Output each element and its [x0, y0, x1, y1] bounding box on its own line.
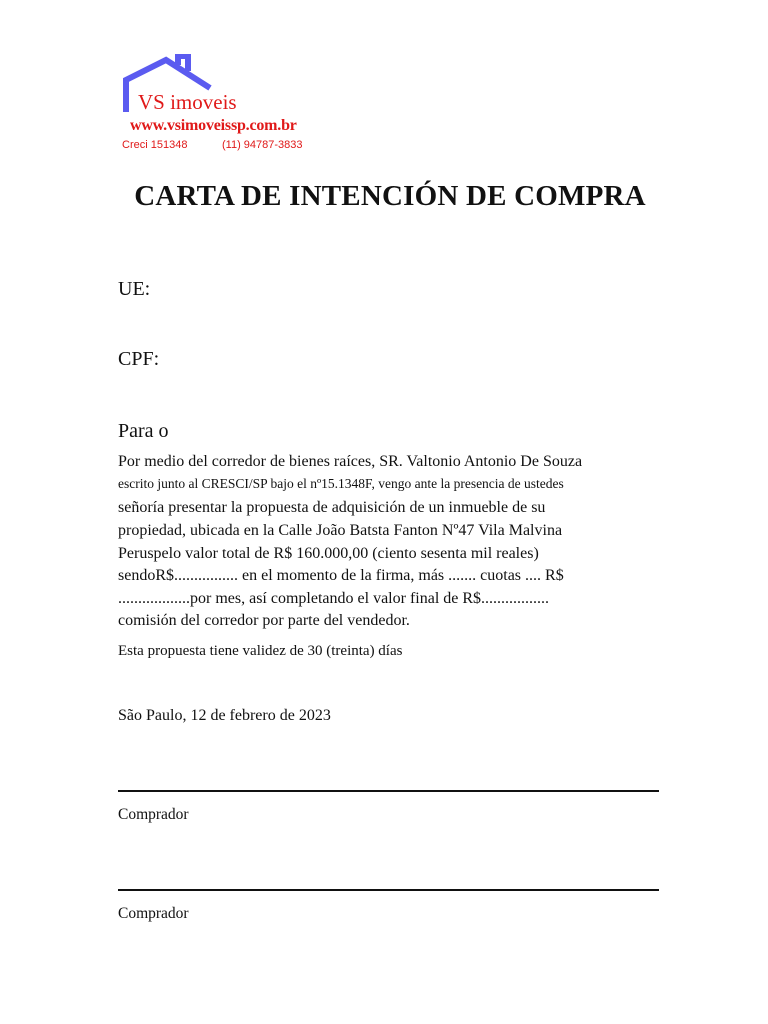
body-line: sendoR$................ en el momento de la firma, más ....... cuotas .... R$: [118, 567, 564, 584]
body-line: Peruspelo valor total de R$ 160.000,00 (ciento sesenta mil reales): [118, 545, 539, 562]
body-line: señoría presentar la propuesta de adquisición de un inmueble de su: [118, 499, 546, 516]
signature-line: [118, 889, 659, 891]
body-line: propiedad, ubicada en la Calle João Batsta Fanton Nº47 Vila Malvina: [118, 522, 563, 539]
validity-statement: Esta propuesta tiene validez de 30 (treinta) días: [118, 643, 403, 659]
signature-line: [118, 790, 659, 792]
recipient-label: Para o: [118, 420, 169, 442]
body-line: ..................por mes, así completando el valor final de R$.................: [118, 590, 550, 607]
logo-phone: (11) 94787-3833: [222, 139, 303, 151]
body-line: Por medio del corredor de bienes raíces, SR. Valtonio Antonio De Souza: [118, 453, 583, 470]
signature-label: Comprador: [118, 905, 189, 922]
cpf-field-label: CPF:: [118, 348, 160, 370]
logo-creci: Creci 151348: [122, 139, 188, 151]
company-logo: [118, 54, 318, 156]
ue-field-label: UE:: [118, 278, 151, 300]
logo-website: www.vsimoveissp.com.br: [130, 117, 297, 134]
logo-brand-name: VS imoveis: [138, 90, 237, 114]
place-date: São Paulo, 12 de febrero de 2023: [118, 707, 331, 724]
body-line: escrito junto al CRESCI/SP bajo el nº15.1348F, vengo ante la presencia de ustedes: [118, 476, 564, 491]
document-title: CARTA DE INTENCIÓN DE COMPRA: [134, 180, 646, 212]
body-line: comisión del corredor por parte del vendedor.: [118, 612, 410, 629]
signature-label: Comprador: [118, 806, 189, 823]
